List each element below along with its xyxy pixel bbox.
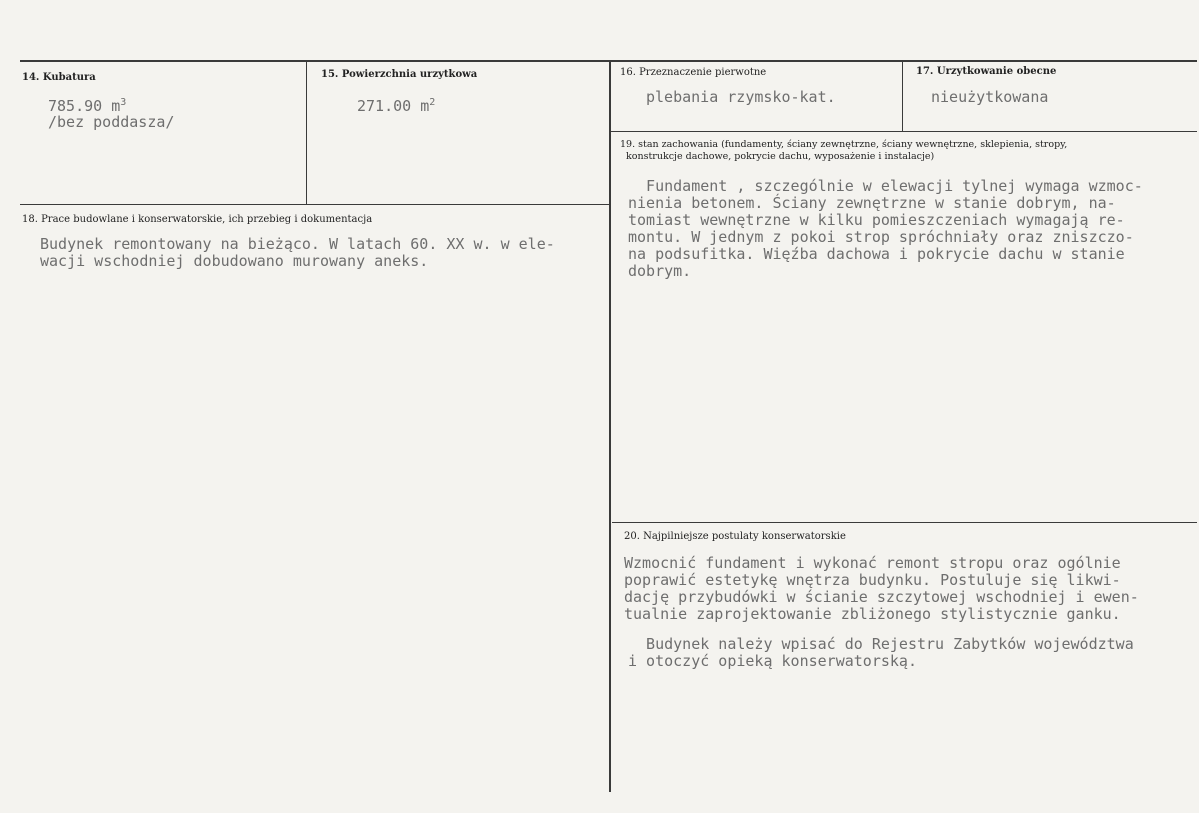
field-16-label: 16. Przeznaczenie pierwotne — [620, 67, 767, 78]
field-15-value — [357, 94, 435, 115]
field-14-note: /bez poddasza/ — [48, 113, 175, 131]
divider-14-15 — [306, 62, 307, 204]
field-19-line: montu. W jednym z pokoi strop spróchniały oraz zniszczo- — [628, 228, 1134, 246]
field-15-value-sup: 2 — [429, 97, 436, 108]
field-18-text — [40, 236, 555, 270]
field-14-label: 14. Kubatura — [22, 72, 96, 83]
field-18-label: 18. Prace budowlane i konserwatorskie, ich przebieg i dokumentacja — [22, 214, 373, 225]
field-16-value: plebania rzymsko-kat. — [646, 88, 836, 106]
field-17-label: 17. Urzytkowanie obecne — [916, 66, 1057, 77]
field-17-value: nieużytkowana — [931, 88, 1049, 106]
row-divider-left — [20, 204, 610, 205]
field-20-label: 20. Najpilniejsze postulaty konserwatorskie — [624, 531, 846, 542]
field-18-line: wacji wschodniej dobudowano murowany aneks. — [40, 252, 429, 270]
field-15-value-text: 271.00 m — [357, 97, 430, 115]
field-20-paragraph-2 — [628, 636, 1134, 670]
divider-main-vertical — [609, 62, 611, 792]
row-divider-right-bottom — [612, 522, 1197, 523]
field-18-line: Budynek remontowany na bieżąco. W latach 60. XX w. w ele- — [40, 235, 555, 253]
field-20-line: Wzmocnić fundament i wykonać remont stropu oraz ogólnie — [624, 554, 1121, 572]
field-19-label-line2: konstrukcje dachowe, pokrycie dachu, wyposażenie i instalacje) — [626, 151, 935, 162]
field-19-line: na podsufitka. Więźba dachowa i pokrycie dachu w stanie — [628, 245, 1125, 263]
field-20-paragraph-1 — [624, 555, 1139, 623]
field-20-line: poprawić estetykę wnętrza budynku. Postuluje się likwi- — [624, 571, 1121, 589]
field-15-label: 15. Powierzchnia urzytkowa — [321, 69, 478, 80]
field-19-line: Fundament , szczególnie w elewacji tylnej wymaga wzmoc- — [628, 177, 1143, 195]
field-14-value-sup: 3 — [120, 97, 127, 108]
field-19-line: dobrym. — [628, 262, 692, 280]
field-19-label-line1: 19. stan zachowania (fundamenty, ściany zewnętrzne, ściany wewnętrzne, sklepienia, stropy, — [620, 139, 1068, 150]
field-20-line: tualnie zaprojektowanie zbliżonego stylistycznie ganku. — [624, 605, 1121, 623]
field-20-line: dację przybudówki w ścianie szczytowej wschodniej i ewen- — [624, 588, 1139, 606]
field-14-value-text: 785.90 m — [48, 97, 121, 115]
field-14-value — [48, 94, 126, 115]
row-divider-right-top — [610, 131, 1197, 132]
divider-16-17 — [902, 62, 903, 132]
field-20-line: i otoczyć opieką konserwatorską. — [628, 652, 917, 670]
field-19-text — [628, 178, 1143, 280]
field-19-line: tomiast wewnętrzne w kilku pomieszczeniach wymagają re- — [628, 211, 1125, 229]
field-20-line: Budynek należy wpisać do Rejestru Zabytków województwa — [628, 635, 1134, 653]
field-19-line: nienia betonem. Ściany zewnętrzne w stanie dobrym, na- — [628, 194, 1116, 212]
